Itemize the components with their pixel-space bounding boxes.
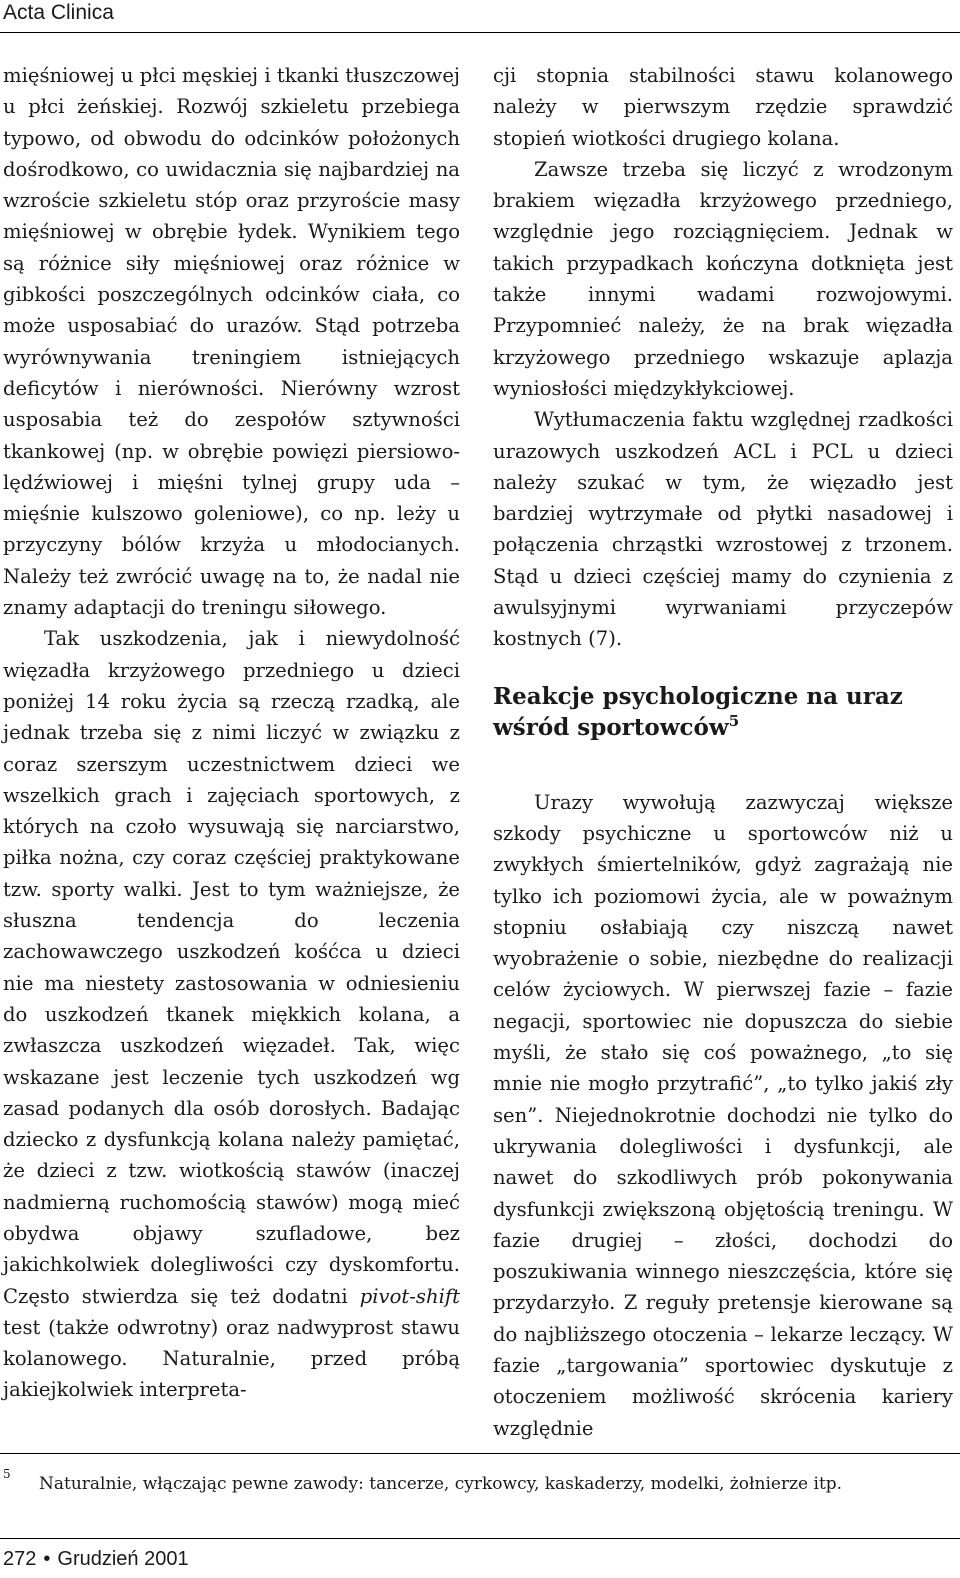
page-number: 272 <box>3 1548 37 1570</box>
page-footer <box>3 1547 189 1571</box>
paragraph-continued: mięśniowej u płci męskiej i tkanki tłuszczowej u płci żeńskiej. Rozwój szkieletu przebiega typowo, od obwodu do odcinków położonych dośrodkowo, co uwidacznia się najbardziej na wzroście szkieletu stóp oraz przyroście masy mięśniowej w obrębie łydek. Wynikiem tego są różnice siły mięśniowej oraz różnice w gibkości poszczególnych odcinków ciała, co może usposabiać do urazów. Stąd potrzeba wyrównywania treningiem istniejących deficytów i nierówności. Nierówny wzrost usposabia też do zespołów sztywności tkankowej (np. w obrębie powięzi piersiowo-lędźwiowej i mięśni tylnej grupy uda – mięśnie kulszowo goleniowe), co np. leży u przyczyny bólów krzyża u młodocianych. Należy też zwrócić uwagę na to, że nadal nie znamy adaptacji do treningu siłowego. <box>3 64 460 620</box>
footnote-mark: 5 <box>3 1467 11 1481</box>
section-heading <box>493 681 953 743</box>
left-column <box>3 60 460 1406</box>
paragraph-text: test (także odwrotny) oraz nadwyprost stawu kolanowego. Naturalnie, przed próbą jakiejkolwiek interpreta- <box>3 1315 460 1402</box>
italic-term-pivot-shift: pivot-shift <box>359 1284 460 1308</box>
paragraph-text: Tak uszkodzenia, jak i niewydolność więzadła krzyżowego przedniego u dzieci poniżej 14 roku życia są rzeczą rzadką, ale jednak trzeba się z nimi liczyć w związku z coraz szerszym uczestnictwem dzieci we wszelkich grach i zajęciach sportowych, z których na czoło wysuwają się narciarstwo, piłka nożna, czy coraz częściej praktykowane tzw. sporty walki. Jest to tym ważniejsze, że słuszna tendencja do leczenia zachowawczego uszkodzeń kośćca u dzieci nie ma niestety zastosowania w odniesieniu do uszkodzeń tkanek miękkich kolana, a zwłaszcza uszkodzeń więzadeł. Tak, więc wskazane jest leczenie tych uszkodzeń wg zasad podanych dla osób dorosłych. Badając dziecko z dysfunkcją kolana należy pamiętać, że dzieci z tzw. wiotkością stawów (inaczej nadmierną ruchomością stawów) mogą mieć obydwa objawy szufladowe, bez jakichkolwiek dolegliwości czy dyskomfortu. Często stwierdza się też dodatni <box>3 627 460 1308</box>
section-heading-line2: wśród sportowców <box>493 713 729 741</box>
paragraph-continued: cji stopnia stabilności stawu kolanowego należy w pierwszym rzędzie sprawdzić stopień wiotkości drugiego kolana. <box>493 64 953 150</box>
issue-date: Grudzień 2001 <box>57 1548 189 1570</box>
footnote-rule <box>0 1453 960 1454</box>
footnote-reference: 5 <box>728 711 740 730</box>
footer-separator: • <box>43 1548 51 1570</box>
footer-rule <box>0 1538 960 1539</box>
paragraph-acl-children <box>3 623 460 1405</box>
section-heading-line1: Reakcje psychologiczne na uraz <box>493 682 903 710</box>
paragraph-psychology: Urazy wywołują zazwyczaj większe szkody psychiczne u sportowców niż u zwykłych śmiertelników, gdyż zagrażają nie tylko ich poziomowi życia, ale w poważnym stopniu osłabiają czy niszczą nawet wyobrażenie o sobie, niezbędne do realizacji celów życiowych. W pierwszej fazie – fazie negacji, sportowiec nie dopuszcza do siebie myśli, że stało się coś poważnego, „to się mnie nie mogło przytrafić”, „to tylko jakiś zły sen”. Niejednokrotnie dochodzi nie tylko do ukrywania dolegliwości i dysfunkcji, ale nawet do szkodliwych prób pokonywania dysfunkcji zwiększoną objętością treningu. W fazie drugiej – złości, dochodzi do poszukiwania winnego nieszczęścia, które się przydarzyło. Z reguły pretensje kierowane są do najbliższego otoczenia – lekarze leczący. W fazie „targowania” sportowiec dyskutuje z otoczeniem możliwość skrócenia kariery względnie <box>493 790 953 1440</box>
paragraph-congenital: Zawsze trzeba się liczyć z wrodzonym brakiem więzadła krzyżowego przedniego, względnie jego rozciągnięciem. Jednak w takich przypadkach kończyna dotknięta jest także innymi wadami rozwojowymi. Przypomnieć należy, że na brak więzadła krzyżowego przedniego wskazuje aplazja wyniosłości międzykłykciowej. <box>493 157 953 400</box>
running-header-journal-title: Acta Clinica <box>3 1 114 24</box>
header-rule <box>0 32 960 33</box>
footnote-text: Naturalnie, włączając pewne zawody: tancerze, cyrkowcy, kaskaderzy, modelki, żołnierze itp. <box>39 1474 843 1494</box>
right-column <box>493 60 953 1444</box>
paragraph-rarity: Wytłumaczenia faktu względnej rzadkości urazowych uszkodzeń ACL i PCL u dzieci należy szukać w tym, że więzadło jest bardziej wytrzymałe od płytki nasadowej i połączenia chrząstki wzrostowej z trzonem. Stąd u dzieci częściej mamy do czynienia z awulsyjnymi wyrwaniami przyczepów kostnych (7). <box>493 408 953 651</box>
